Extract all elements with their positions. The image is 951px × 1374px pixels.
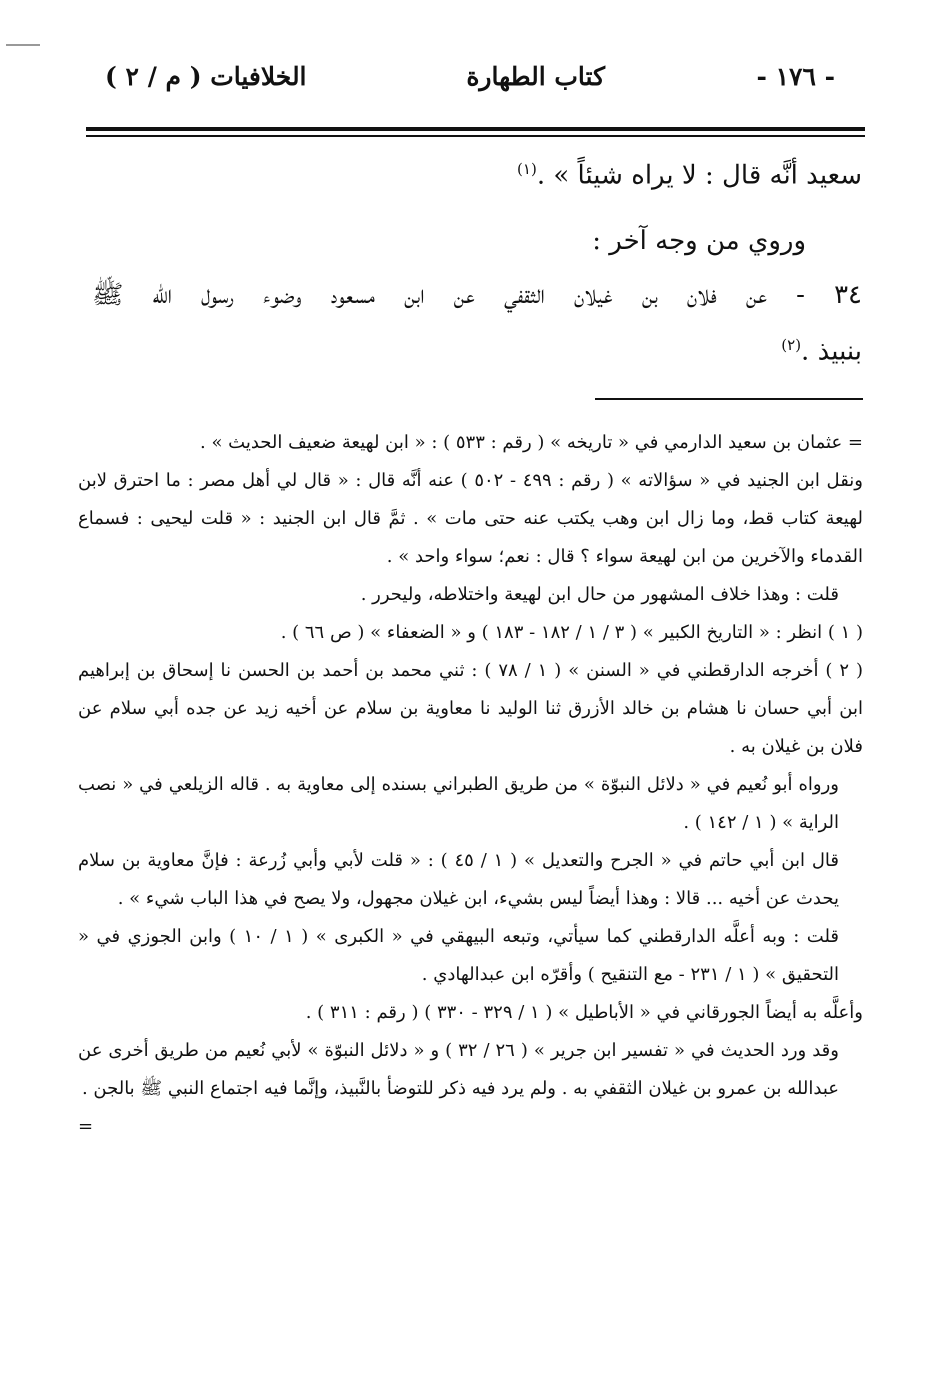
footnote-paragraph: وقد ورد الحديث في « تفسير ابن جرير » ( ٢٦ / ٣٢ ) و « دلائل النبوّة » لأبي نُعيم من طريق أخرى عن عبدالله بن عمرو بن غيلان الثقفي به . ولم يرد فيه ذكر للتوضأ بالنَّبيذ، وإنَّما فيه اجتماع النبي ﷺ بالجن .	[78, 1040, 839, 1099]
header-rule-thick	[86, 127, 865, 131]
footnote-ref-2: (٢)	[781, 336, 802, 354]
main-line-4	[92, 336, 862, 367]
footnote-2: ( ٢ ) أخرجه الدارقطني في « السنن » ( ١ / ٧٨ ) : ثني محمد بن أحمد بن الحسن نا إسحاق بن إبراهيم ابن أبي حسان نا هشام بن خالد الأزرق ثنا الوليد نا معاوية بن سلام عن أخيه زيد عن جده أبي سلام عن فلان بن غيلان به .	[78, 660, 863, 757]
page-header	[105, 56, 835, 100]
footnote-continuation: = عثمان بن سعيد الدارمي في « تاريخه » ( رقم : ٥٣٣ ) : « ابن لهيعة ضعيف الحديث » .	[200, 432, 863, 453]
footnote-paragraph: ورواه أبو نُعيم في « دلائل النبوّة » من طريق الطبراني بسنده إلى معاوية به . قاله الزيلعي في « نصب الراية » ( ١ / ١٤٢ ) .	[78, 774, 839, 833]
footnote-ref-1: (١)	[517, 160, 537, 178]
main-line-1-text: سعيد أنَّه قال : لا يراه شيئاً » .	[536, 160, 862, 191]
footnotes	[78, 424, 863, 1146]
footnote-separator	[595, 398, 863, 400]
section-title: الخلافيات ( م / ٢ )	[105, 62, 307, 91]
main-line-1	[92, 160, 862, 191]
continuation-mark: =	[78, 1116, 94, 1137]
footnote-paragraph: قال ابن أبي حاتم في « الجرح والتعديل » ( ١ / ٤٥ ) : « قلت لأبي وأبي زُرعة : فإنَّ معاوية بن سلام يحدث عن أخيه ... قالا : وهذا أيضاً ليس بشيء، ابن غيلان مجهول، ولا يصح في هذا الباب شيء » .	[78, 850, 839, 909]
hadith-34: ٣٤ - عن فلان بن غيلان الثقفي عن ابن مسعود وضوء رسول الله ﷺ	[92, 280, 862, 310]
footnote-paragraph: وأعلَّه به أيضاً الجورقاني في « الأباطيل » ( ١ / ٣٢٩ - ٣٣٠ ) ( رقم : ٣١١ ) .	[305, 1002, 863, 1023]
footnote-paragraph: قلت : وبه أعلَّه الدارقطني كما سيأتي، وتبعه البيهقي في « الكبرى » ( ١ / ١٠ ) وابن الجوزي في « التحقيق » ( ١ / ٢٣١ - مع التنقيح ) وأقرّه ابن عبدالهادي .	[78, 926, 840, 985]
main-line-2: وروي من وجه آخر :	[592, 226, 806, 256]
footnote-paragraph: ونقل ابن الجنيد في « سؤالاته » ( رقم : ٤٩٩ - ٥٠٢ ) عنه أنَّه قال : « قال لي أهل مصر : ما احترق لابن لهيعة كتاب قط، وما زال ابن وهب يكتب عنه حتى مات » . ثمَّ قال ابن الجنيد : « قلت ليحيى : فسماع القدماء والآخرين من ابن لهيعة سواء ؟ قال : نعم؛ سواء واحد » .	[78, 470, 863, 567]
header-rule-thin	[86, 135, 865, 137]
main-line-4-text: بنبيذ .	[801, 336, 862, 367]
footnote-paragraph: قلت : وهذا خلاف المشهور من حال ابن لهيعة واختلاطه، وليحرر .	[360, 584, 839, 605]
scan-edge-mark	[6, 44, 40, 46]
book-title: كتاب الطهارة	[466, 62, 605, 91]
footnote-1: ( ١ ) انظر : « التاريخ الكبير » ( ٣ / ١ / ١٨٢ - ١٨٣ ) و « الضعفاء » ( ص ٦٦ ) .	[280, 622, 863, 643]
page-number: - ١٧٦ -	[756, 62, 835, 91]
